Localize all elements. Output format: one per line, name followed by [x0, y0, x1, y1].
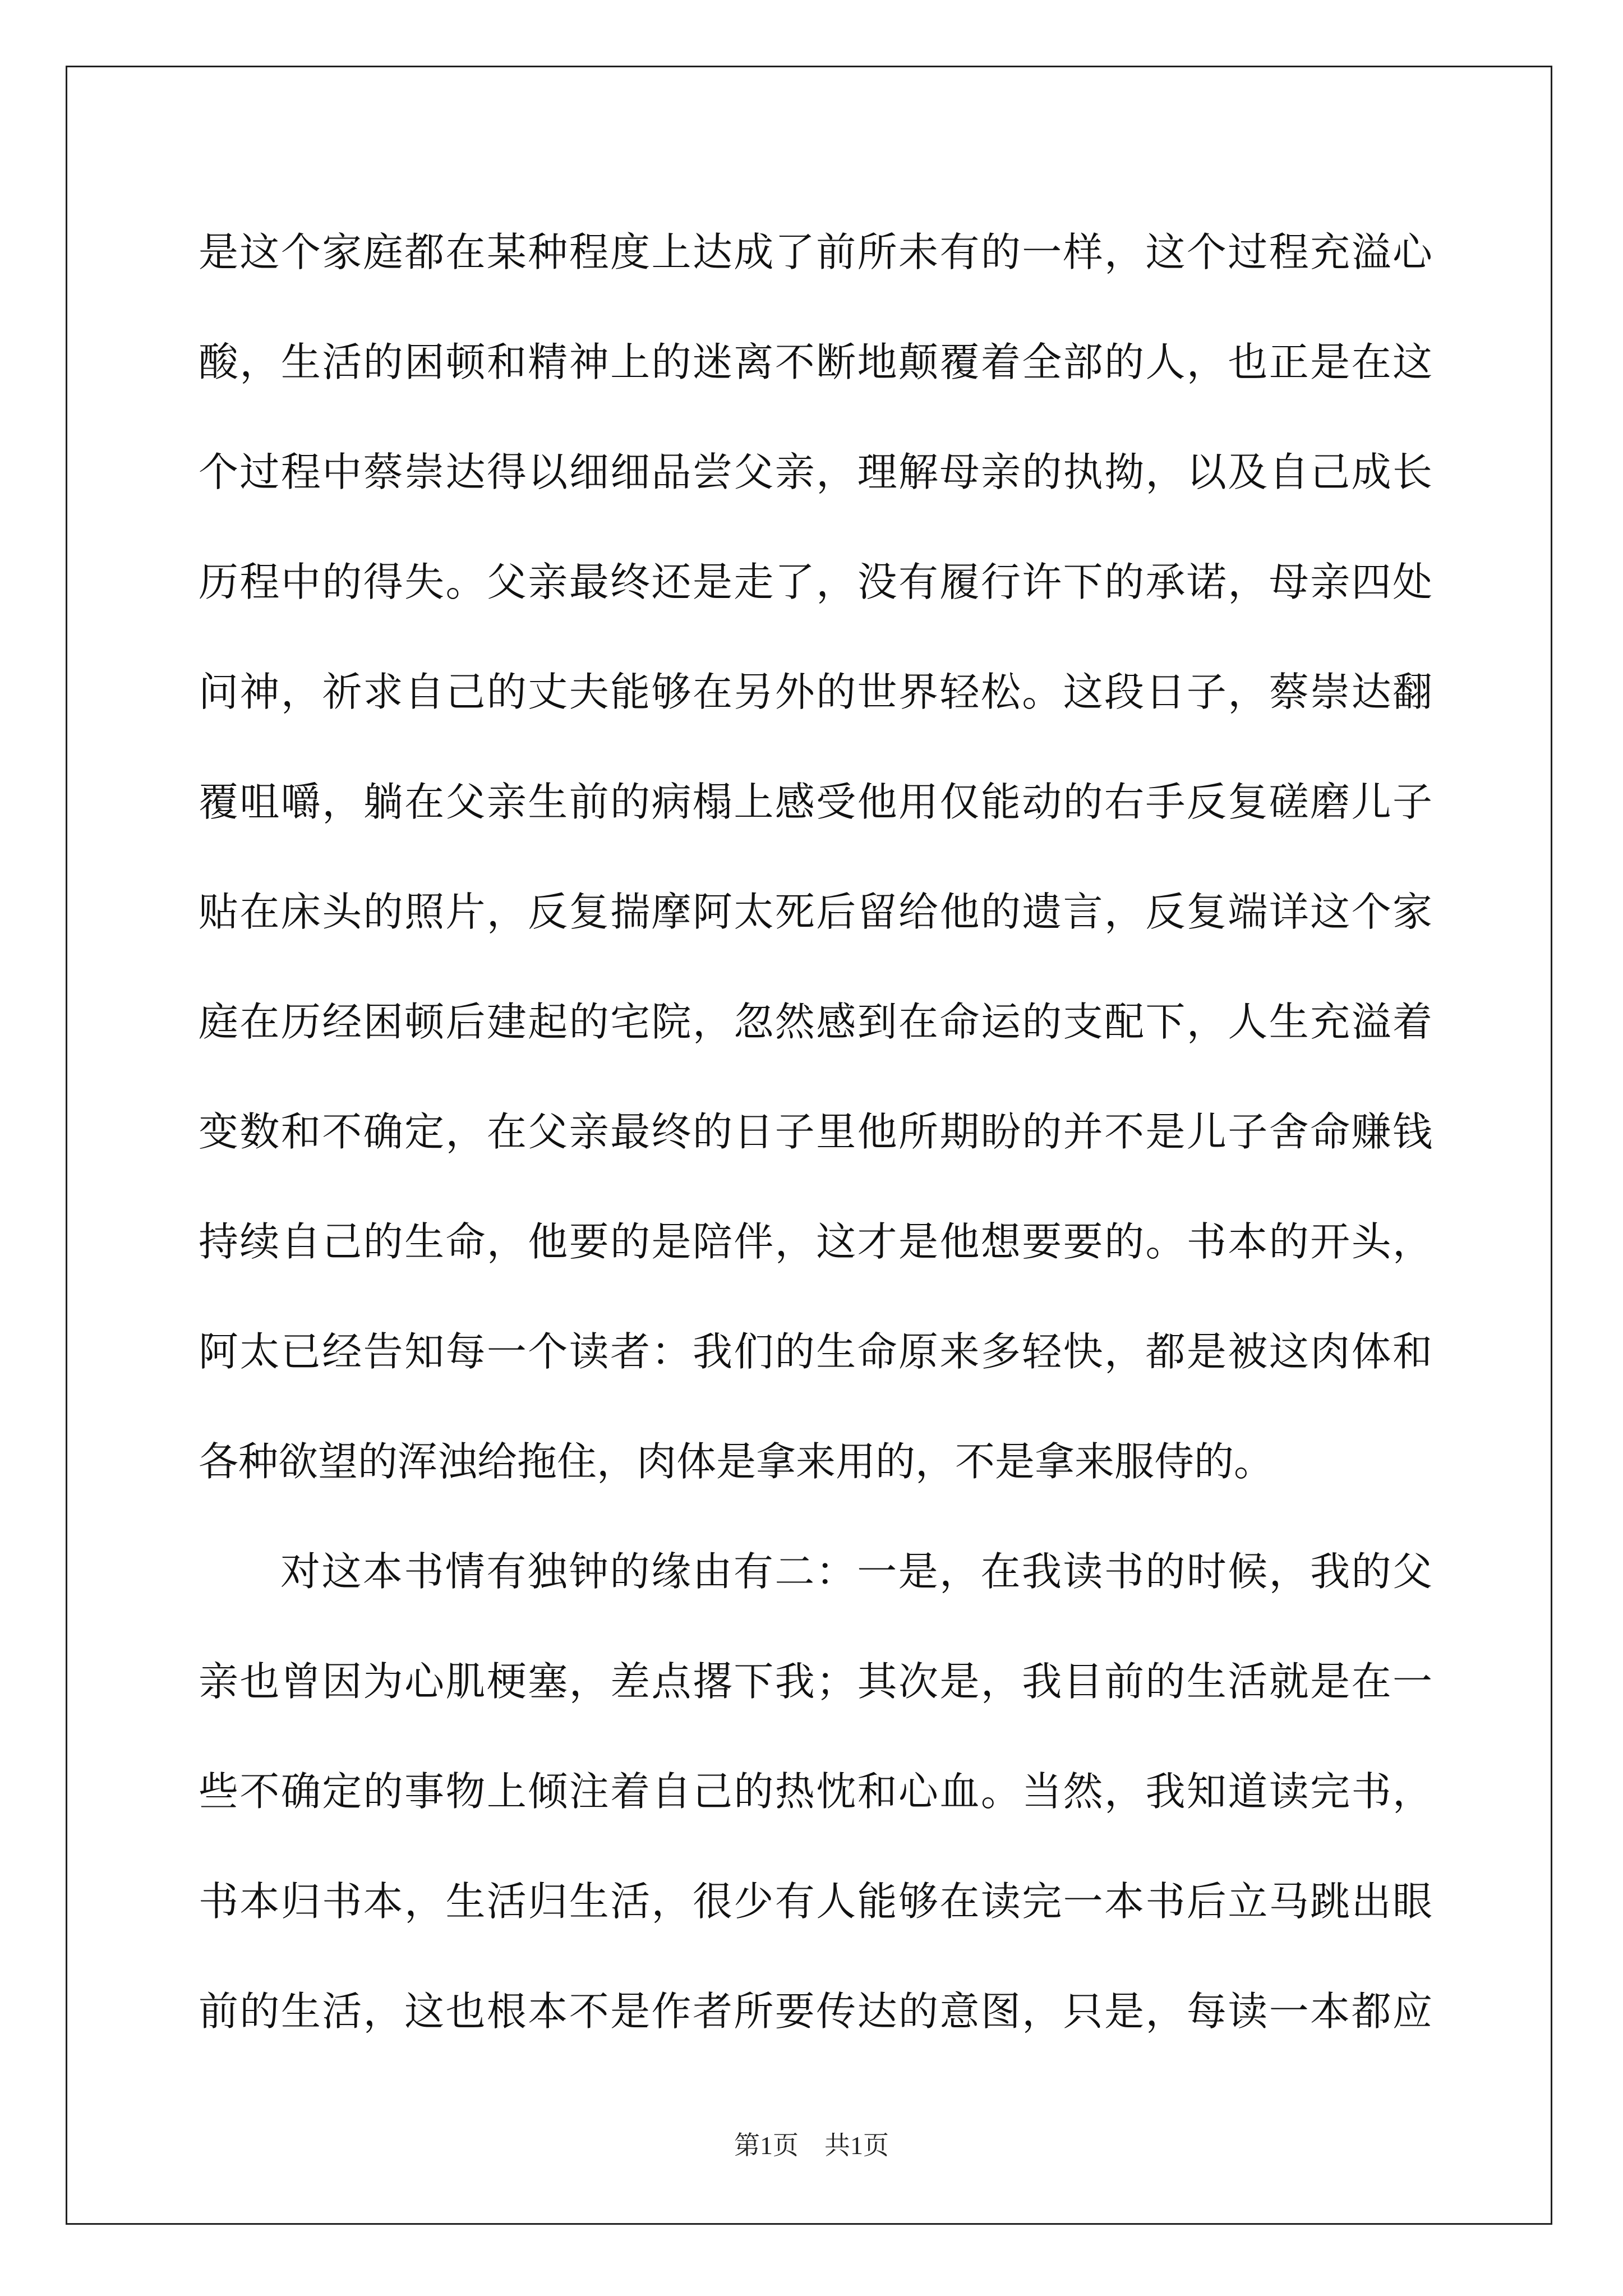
text-line: 贴在床头的照片，反复揣摩阿太死后留给他的遗言，反复端详这个家 [199, 889, 1432, 935]
text-line: 持续自己的生命，他要的是陪伴，这才是他想要要的。书本的开头， [199, 1218, 1432, 1265]
text-line: 书本归书本，生活归生活，很少有人能够在读完一本书后立马跳出眼 [199, 1878, 1432, 1925]
text-line: 亲也曾因为心肌梗塞，差点撂下我；其次是，我目前的生活就是在一 [199, 1658, 1432, 1705]
text-line: 前的生活，这也根本不是作者所要传达的意图，只是，每读一本都应 [199, 1988, 1432, 2035]
text-line: 酸，生活的困顿和精神上的迷离不断地颠覆着全部的人，也正是在这 [199, 339, 1432, 385]
text-line: 覆咀嚼，躺在父亲生前的病榻上感受他用仅能动的右手反复磋磨儿子 [199, 779, 1432, 825]
text-line: 些不确定的事物上倾注着自己的热忱和心血。当然，我知道读完书， [199, 1768, 1432, 1815]
text-line: 变数和不确定，在父亲最终的日子里他所期盼的并不是儿子舍命赚钱 [199, 1108, 1432, 1155]
text-line: 阿太已经告知每一个读者：我们的生命原来多轻快，都是被这肉体和 [199, 1328, 1432, 1375]
text-line: 问神，祈求自己的丈夫能够在另外的世界轻松。这段日子，蔡崇达翻 [199, 669, 1432, 715]
text-line: 是这个家庭都在某种程度上达成了前所未有的一样，这个过程充溢心 [199, 229, 1432, 275]
text-line-first-indented: 对这本书情有独钟的缘由有二：一是，在我读书的时候，我的父 [280, 1548, 1432, 1595]
text-line: 个过程中蔡崇达得以细细品尝父亲，理解母亲的执拗，以及自己成长 [199, 449, 1432, 495]
text-line-last: 各种欲望的浑浊给拖住，肉体是拿来用的，不是拿来服侍的。 [199, 1438, 1274, 1485]
text-line: 历程中的得失。父亲最终还是走了，没有履行许下的承诺，母亲四处 [199, 559, 1432, 605]
document-body [199, 197, 1432, 2067]
text-line: 庭在历经困顿后建起的宅院，忽然感到在命运的支配下，人生充溢着 [199, 999, 1432, 1045]
page-number-footer: 第1页 共1页 [734, 2131, 889, 2160]
